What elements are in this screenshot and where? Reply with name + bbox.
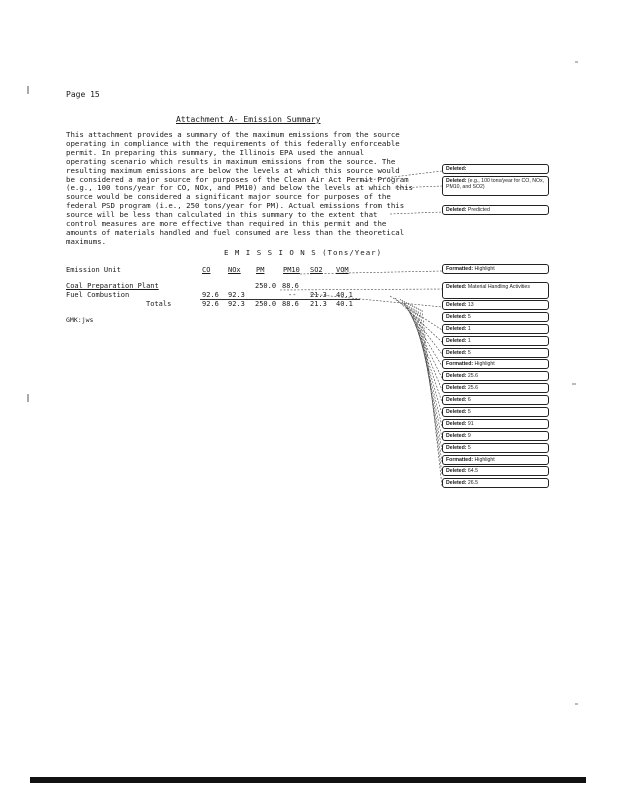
comment-text: 25.6 (467, 373, 479, 379)
cell-fuel-pm10: -- (288, 291, 297, 299)
comment-text: 6 (467, 397, 471, 403)
comment-balloon[interactable] (442, 348, 549, 358)
comment-balloon[interactable] (442, 431, 549, 441)
cell-coal-pm: 250.0 (255, 282, 277, 290)
comment-kind: Deleted: (446, 314, 467, 320)
summary-line: This attachment provides a summary of the maximum emissions from the source (66, 130, 400, 139)
comment-kind: Deleted: (446, 207, 467, 213)
header-nox: NOx (228, 266, 241, 274)
comment-text: 25.6 (467, 385, 479, 391)
attachment-title: Attachment A- Emission Summary (176, 115, 321, 124)
summary-line: resulting maximum emissions are below the levels at which this source would (66, 165, 400, 175)
comment-kind: Deleted: (446, 480, 467, 486)
comment-kind: Deleted: (446, 326, 467, 332)
comment-balloon[interactable] (442, 282, 549, 299)
totals-label: Totals (146, 300, 172, 308)
emissions-heading: E M I S S I O N S (Tons/Year) (224, 248, 383, 257)
comment-kind: Formatted: (446, 457, 474, 463)
total-nox: 92.3 (228, 300, 245, 308)
comment-text: Highlight (474, 361, 495, 367)
summary-line: amounts of materials handled and fuel consumed are less than the theoretical (66, 227, 405, 237)
comment-balloon[interactable] (442, 466, 549, 476)
row-unit-fuel-combustion: Fuel Combustion (66, 291, 130, 299)
comment-kind: Formatted: (446, 266, 474, 272)
comment-kind: Deleted: (446, 284, 467, 290)
comment-text: 5 (467, 409, 471, 415)
cell-fuel-vom: 40.1 (336, 291, 353, 299)
comment-kind: Deleted: (446, 433, 467, 439)
summary-line: source would be considered a significant major source for purposes of the (66, 192, 391, 202)
total-so2: 21.3 (310, 300, 327, 308)
comment-balloon[interactable] (442, 324, 549, 334)
total-co: 92.6 (202, 300, 219, 308)
comment-text: 26.5 (467, 480, 479, 486)
comment-balloon[interactable] (442, 205, 549, 215)
comment-kind: Deleted: (446, 397, 467, 403)
comment-balloon[interactable] (442, 359, 549, 369)
comment-balloon[interactable] (442, 383, 549, 393)
comment-kind: Formatted: (446, 361, 474, 367)
summary-line: be considered a major source for purposes of the Clean Air Act Permit Program (66, 174, 409, 184)
comment-balloon[interactable] (442, 455, 549, 465)
author-initials: GMK:jws (66, 316, 94, 324)
summary-line: source will be less than calculated in this summary to the extent that (66, 210, 378, 220)
comment-text: Material Handling Activities (467, 284, 530, 290)
comment-text: 5 (467, 445, 471, 451)
comment-balloon[interactable] (442, 336, 549, 346)
comment-text: 5 (467, 350, 471, 356)
summary-line: operating scenario which results in maximum emissions from the source. The (66, 156, 396, 166)
comment-text: Highlight (474, 266, 495, 272)
scan-edge-bar (30, 777, 586, 783)
comment-balloon[interactable] (442, 478, 549, 488)
cell-coal-pm10: 88.6 (282, 282, 299, 290)
comment-text: 64.5 (467, 468, 479, 474)
header-emission-unit: Emission Unit (66, 266, 121, 274)
total-pm10: 88.6 (282, 300, 299, 308)
comment-text: 91 (467, 421, 474, 427)
comment-kind: Deleted: (446, 409, 467, 415)
total-pm: 250.0 (255, 300, 277, 308)
total-vom: 40.1 (336, 300, 353, 308)
comment-kind: Deleted: (446, 350, 467, 356)
comment-text: 9 (467, 433, 471, 439)
row-unit-coal-preparation: Coal Preparation Plant (66, 282, 159, 290)
comment-kind: Deleted: (446, 373, 467, 379)
comment-text: 1 (467, 326, 471, 332)
comment-kind: Deleted: (446, 302, 467, 308)
summary-line: control measures are more effective than required in this permit and the (66, 219, 387, 229)
comment-text: 13 (467, 302, 474, 308)
header-pm10: PM10 (283, 266, 300, 274)
comment-kind: Deleted: (446, 445, 467, 451)
comment-kind: Deleted: (446, 178, 467, 184)
header-so2: SO2 (310, 266, 323, 274)
comment-kind: Deleted: (446, 166, 467, 172)
comment-kind: Deleted: (446, 421, 467, 427)
comment-kind: Deleted: (446, 468, 467, 474)
comment-balloon[interactable] (442, 164, 549, 174)
header-vom: VOM (336, 266, 349, 274)
header-co: CO (202, 266, 211, 274)
comment-balloon[interactable] (442, 443, 549, 453)
summary-line: permit. In preparing this summary, the Illinois EPA used the annual (66, 147, 365, 157)
cell-fuel-co: 92.6 (202, 291, 219, 299)
cell-fuel-nox: 92.3 (228, 291, 245, 299)
comment-balloon[interactable] (442, 176, 549, 196)
comment-balloon[interactable] (442, 419, 549, 429)
summary-line: maximums. (66, 236, 107, 246)
page-label: Page 15 (66, 90, 100, 99)
comment-text: (e.g., 100 tons/year for CO, NOx, PM10, and SO2) (446, 178, 545, 191)
comment-text: 5 (467, 314, 471, 320)
comment-balloon[interactable] (442, 264, 549, 274)
comment-text: Highlight (474, 457, 495, 463)
comment-balloon[interactable] (442, 312, 549, 322)
comment-kind: Deleted: (446, 385, 467, 391)
summary-line: operating in compliance with the requirements of this federally enforceable (66, 138, 400, 148)
header-pm: PM (256, 266, 265, 274)
comment-balloon[interactable] (442, 300, 549, 310)
cell-fuel-so2: 21.3 (310, 291, 327, 299)
summary-line: federal PSD program (i.e., 250 tons/year for PM). Actual emissions from this (66, 201, 405, 211)
comment-balloon[interactable] (442, 395, 549, 405)
summary-paragraph (66, 131, 421, 247)
comment-text: Predicted (467, 207, 490, 213)
comment-balloon[interactable] (442, 371, 549, 381)
comment-text: 1 (467, 338, 471, 344)
comment-balloon[interactable] (442, 407, 549, 417)
summary-line: (e.g., 100 tons/year for CO, NOx, and PM10) and below the levels at which this (66, 183, 414, 193)
comment-kind: Deleted: (446, 338, 467, 344)
